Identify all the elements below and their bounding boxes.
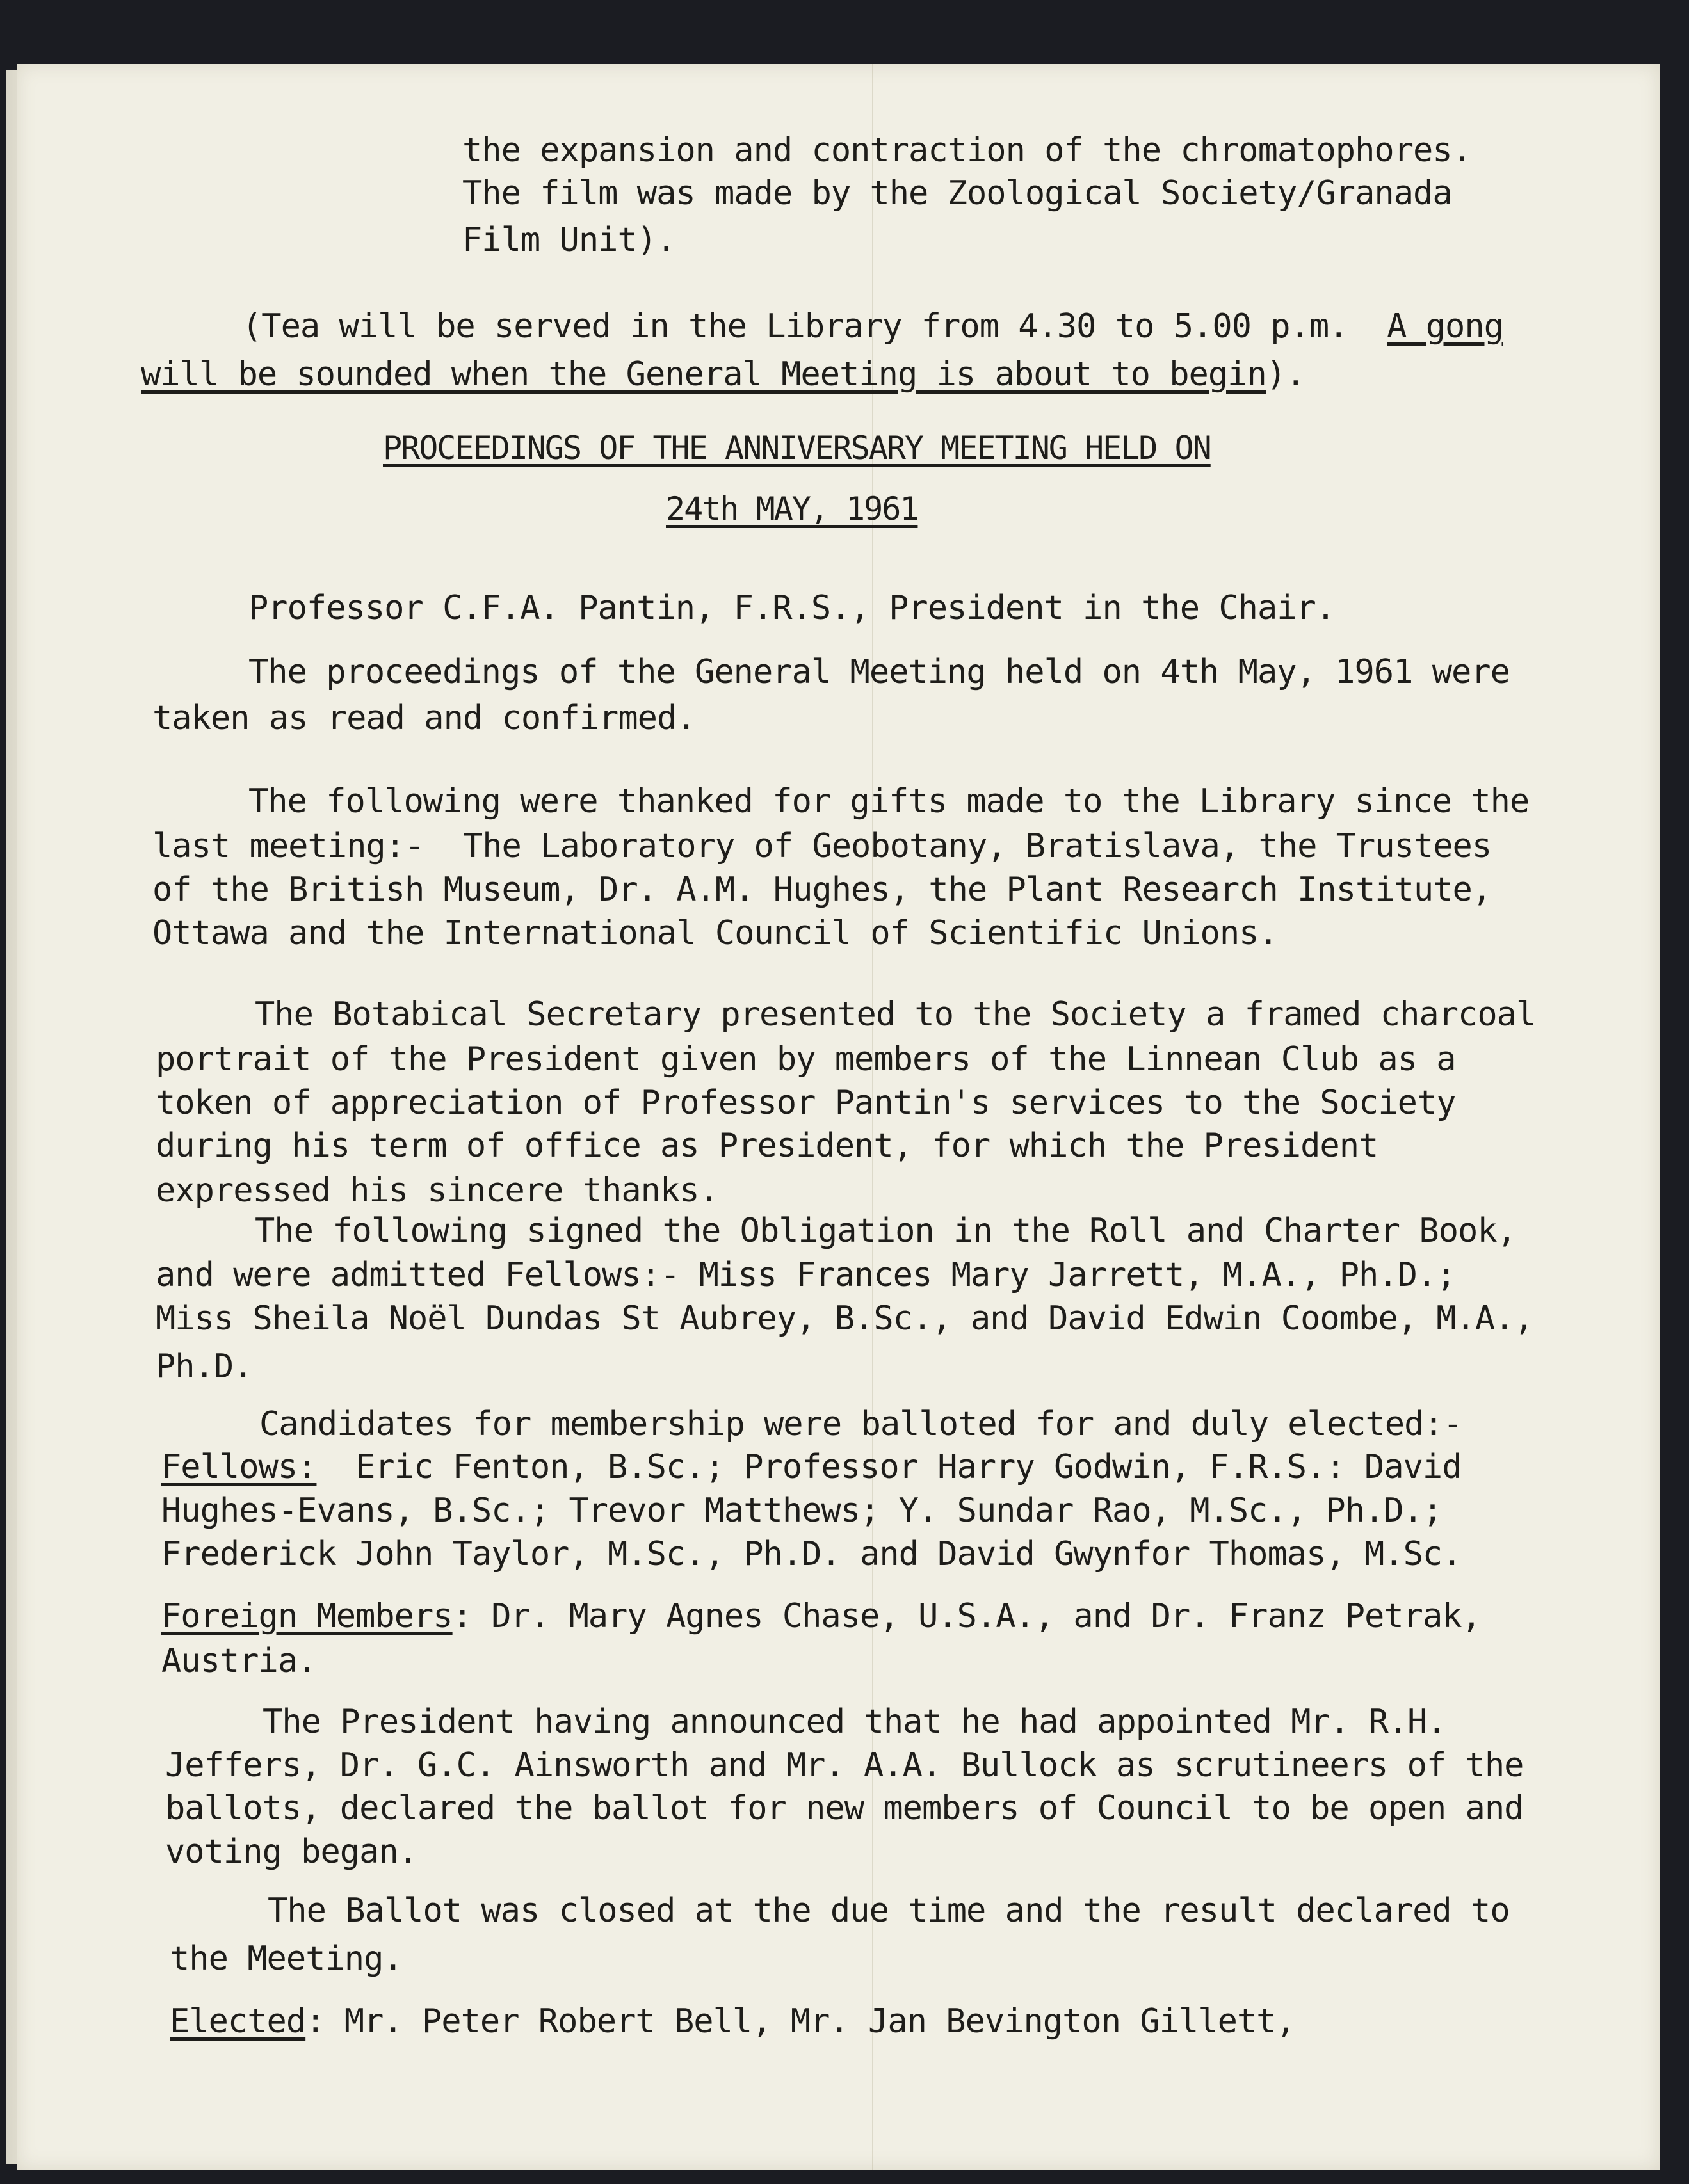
tea-note-line-1 (242, 307, 1503, 346)
fellows-label: Fellows: (161, 1448, 317, 1486)
foreign-members-text: : Dr. Mary Agnes Chase, U.S.A., and Dr. Franz Petrak, (452, 1597, 1481, 1635)
portrait-line-4: during his term of office as President, for which the President (156, 1127, 1378, 1165)
tea-note-line-2 (141, 355, 1305, 394)
tea-note-text: (Tea will be served in the Library from 4.30 to 5.00 p.m. (242, 307, 1387, 346)
film-note-line-1: the expansion and contraction of the chromatophores. (462, 131, 1471, 170)
ballot-line-1: The Ballot was closed at the due time and the result declared to (268, 1891, 1510, 1930)
obligation-line-2: and were admitted Fellows:- Miss Frances Mary Jarrett, M.A., Ph.D.; (156, 1256, 1456, 1294)
chair-line: Professor C.F.A. Pantin, F.R.S., President in the Chair. (248, 589, 1336, 627)
foreign-members-line-1 (161, 1597, 1481, 1635)
elected-line (170, 2002, 1295, 2041)
gifts-line-4: Ottawa and the International Council of Scientific Unions. (152, 914, 1278, 952)
fellows-line-1 (161, 1448, 1462, 1486)
fellows-text: Eric Fenton, B.Sc.; Professor Harry Godwin, F.R.S.: David (316, 1448, 1462, 1486)
portrait-line-5: expressed his sincere thanks. (156, 1171, 718, 1210)
candidates-intro: Candidates for membership were balloted for and duly elected:- (259, 1405, 1463, 1443)
fellows-line-2: Hughes-Evans, B.Sc.; Trevor Matthews; Y. Sundar Rao, M.Sc., Ph.D.; (161, 1491, 1443, 1530)
tea-note-tail: ). (1266, 355, 1305, 394)
tea-note-gong-continued: will be sounded when the General Meeting is about to begin (141, 355, 1266, 394)
proceedings-line-2: taken as read and confirmed. (152, 699, 696, 737)
portrait-line-1: The Botabical Secretary presented to the Society a framed charcoal (255, 995, 1536, 1034)
gifts-line-3: of the British Museum, Dr. A.M. Hughes, the Plant Research Institute, (152, 871, 1492, 909)
film-note-line-3: Film Unit). (462, 221, 676, 259)
obligation-line-3: Miss Sheila Noël Dundas St Aubrey, B.Sc., and David Edwin Coombe, M.A., (156, 1299, 1533, 1338)
gifts-line-2: last meeting:- The Laboratory of Geobotany, Bratislava, the Trustees (152, 827, 1492, 865)
heading-line-2: 24th MAY, 1961 (666, 490, 918, 527)
heading-line-1: PROCEEDINGS OF THE ANNIVERSARY MEETING HELD ON (383, 430, 1211, 467)
scrutineers-line-4: voting began. (165, 1833, 417, 1871)
film-note-line-2: The film was made by the Zoological Society/Granada (462, 174, 1452, 213)
scrutineers-line-3: ballots, declared the ballot for new members of Council to be open and (165, 1789, 1524, 1827)
proceedings-line-1: The proceedings of the General Meeting held on 4th May, 1961 were (248, 653, 1510, 691)
fellows-line-3: Frederick John Taylor, M.Sc., Ph.D. and David Gwynfor Thomas, M.Sc. (161, 1535, 1462, 1573)
obligation-line-4: Ph.D. (156, 1347, 253, 1386)
tea-note-gong: A gong (1387, 307, 1503, 346)
ballot-line-2: the Meeting. (170, 1939, 403, 1978)
foreign-members-line-2: Austria. (161, 1642, 317, 1680)
scrutineers-line-2: Jeffers, Dr. G.C. Ainsworth and Mr. A.A. Bullock as scrutineers of the (165, 1746, 1524, 1785)
elected-text: : Mr. Peter Robert Bell, Mr. Jan Bevington Gillett, (305, 2002, 1295, 2041)
elected-label: Elected (170, 2002, 306, 2041)
gifts-line-1: The following were thanked for gifts made to the Library since the (248, 782, 1530, 821)
scrutineers-line-1: The President having announced that he had appointed Mr. R.H. (263, 1703, 1446, 1741)
obligation-line-1: The following signed the Obligation in the Roll and Charter Book, (255, 1212, 1516, 1250)
foreign-members-label: Foreign Members (161, 1597, 453, 1635)
portrait-line-2: portrait of the President given by members of the Linnean Club as a (156, 1040, 1456, 1079)
portrait-line-3: token of appreciation of Professor Pantin's services to the Society (156, 1084, 1456, 1122)
